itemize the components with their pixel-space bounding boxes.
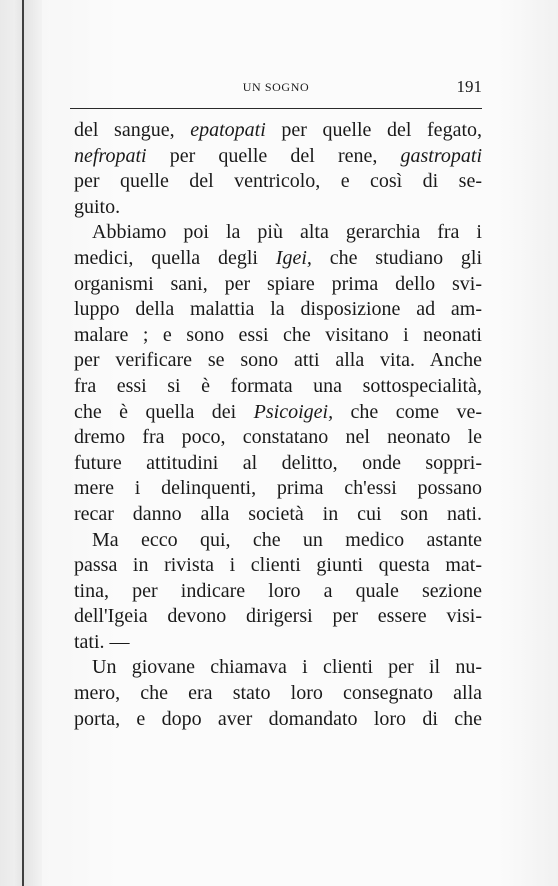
text-line bbox=[74, 502, 482, 528]
text-line bbox=[74, 195, 482, 221]
italic-term: nefropati bbox=[74, 144, 147, 167]
binding-shadow bbox=[14, 0, 42, 886]
text-line bbox=[74, 655, 482, 681]
text-run: tina, per indicare loro a quale sezione bbox=[74, 579, 482, 602]
text-line bbox=[74, 144, 482, 170]
italic-term: Psicoigei, bbox=[253, 400, 334, 423]
text-run: organismi sani, per spiare prima dello svi- bbox=[74, 272, 482, 295]
text-run: che studiano gli bbox=[311, 246, 483, 269]
text-run: passa in rivista i clienti giunti questa mat- bbox=[74, 554, 482, 577]
text-line bbox=[74, 220, 482, 246]
text-run: tati. — bbox=[74, 630, 130, 653]
text-line bbox=[74, 348, 482, 374]
text-run: dremo fra poco, constatano nel neonato le bbox=[74, 426, 482, 449]
text-run: mero, che era stato loro consegnato alla bbox=[74, 682, 482, 705]
running-title: UN SOGNO bbox=[242, 80, 310, 94]
text-line bbox=[74, 246, 482, 272]
text-line bbox=[74, 707, 482, 733]
text-run: del sangue, bbox=[74, 119, 191, 141]
text-run: malare ; e sono essi che visitano i neonati bbox=[74, 323, 482, 346]
running-head bbox=[70, 77, 482, 99]
text-line bbox=[74, 425, 482, 451]
text-run: Ma ecco qui, che un medico astante bbox=[92, 528, 482, 551]
italic-term: gastropati bbox=[400, 144, 482, 167]
text-run: porta, e dopo aver domandato loro di che bbox=[74, 707, 482, 730]
text-run: future attitudini al delitto, onde soppri- bbox=[74, 451, 482, 474]
text-run: medici, quella degli bbox=[74, 246, 276, 269]
text-line bbox=[74, 681, 482, 707]
text-line bbox=[74, 272, 482, 298]
binding-edge-line bbox=[22, 0, 24, 886]
text-run: per quelle del ventricolo, e così di se- bbox=[74, 170, 482, 193]
text-run: Abbiamo poi la più alta gerarchia fra i bbox=[92, 221, 482, 244]
text-line bbox=[74, 604, 482, 630]
text-run: che è quella dei bbox=[74, 400, 254, 423]
text-run: guito. bbox=[74, 195, 121, 218]
text-run: per quelle del rene, bbox=[146, 144, 401, 167]
text-line bbox=[74, 118, 482, 144]
text-line bbox=[74, 553, 482, 579]
text-line bbox=[74, 579, 482, 605]
text-line bbox=[74, 323, 482, 349]
page-number: 191 bbox=[456, 77, 482, 96]
text-run: per quelle del fegato, bbox=[265, 119, 482, 141]
italic-term: Igei, bbox=[275, 246, 312, 269]
body-text bbox=[74, 118, 482, 732]
header-rule bbox=[70, 108, 482, 109]
italic-term: epatopati bbox=[190, 119, 266, 141]
text-line bbox=[74, 169, 482, 195]
text-run: recar danno alla società in cui son nati. bbox=[74, 502, 482, 525]
text-run: dell'Igeia devono dirigersi per essere visi- bbox=[74, 605, 482, 628]
text-line bbox=[74, 476, 482, 502]
text-run: fra essi si è formata una sottospecialità, bbox=[74, 374, 482, 397]
text-run: Un giovane chiamava i clienti per il nu- bbox=[92, 656, 482, 679]
text-run: che come ve- bbox=[333, 400, 482, 423]
text-line bbox=[74, 528, 482, 554]
text-run: luppo della malattia la disposizione ad am- bbox=[74, 298, 482, 321]
text-line bbox=[74, 630, 482, 656]
text-line bbox=[74, 374, 482, 400]
text-line bbox=[74, 400, 482, 426]
text-line bbox=[74, 297, 482, 323]
text-run: per verificare se sono atti alla vita. Anche bbox=[74, 349, 482, 372]
text-line bbox=[74, 451, 482, 477]
text-run: mere i delinquenti, prima ch'essi possano bbox=[74, 477, 482, 500]
